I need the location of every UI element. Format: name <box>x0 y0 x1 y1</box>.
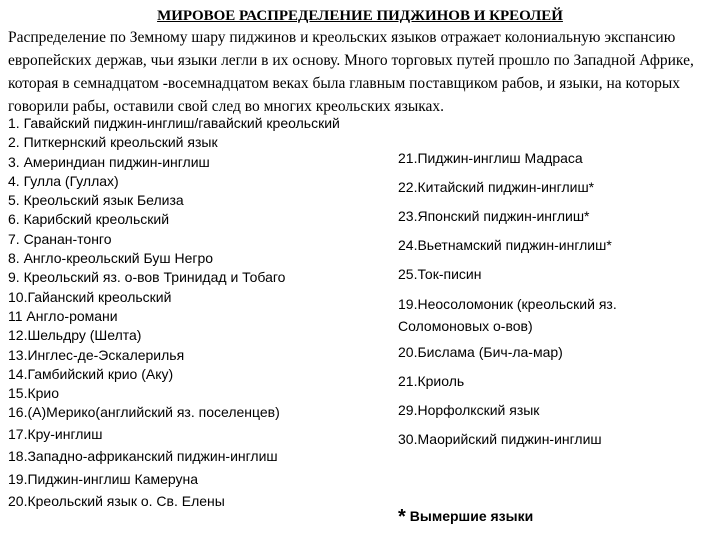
list-item: 15.Крио <box>8 385 60 402</box>
list-item: 21.Криоль <box>398 373 465 389</box>
list-item: 8. Англо-креольский Буш Негро <box>8 250 214 267</box>
language-list-left <box>8 114 398 513</box>
footnote <box>398 506 533 527</box>
list-item: 20.Бислама (Бич-ла-мар) <box>398 344 563 360</box>
list-item: 2. Питкернский креольский язык <box>8 134 218 151</box>
list-item: 18.Западно-африканский пиджин-инглиш <box>8 448 278 465</box>
list-item: 21.Пиджин-инглиш Мадраса <box>398 150 583 166</box>
list-item: 3. Америндиан пиджин-инглиш <box>8 153 210 170</box>
list-item: 24.Вьетнамский пиджин-инглиш* <box>398 237 612 253</box>
list-item: 13.Инглес-де-Эскалерилья <box>8 346 185 363</box>
list-item: 22.Китайский пиджин-инглиш* <box>398 179 595 195</box>
language-list-right <box>398 148 698 458</box>
footnote-asterisk: * <box>398 506 406 528</box>
list-item: 30.Маорийский пиджин-инглиш <box>398 431 602 447</box>
list-item: 9. Креольский яз. о-вов Тринидад и Тобаго <box>8 269 286 286</box>
list-item: 20.Креольский язык о. Св. Елены <box>8 493 225 510</box>
list-item: 11 Англо-романи <box>8 307 118 324</box>
footnote-text: Вымершие языки <box>409 508 534 524</box>
list-item: 16.(А)Мерико(английский яз. поселенцев) <box>8 404 280 421</box>
page-title: МИРОВОЕ РАСПРЕДЕЛЕНИЕ ПИДЖИНОВ И КРЕОЛЕЙ <box>157 8 563 24</box>
list-item: 23.Японский пиджин-инглиш* <box>398 208 590 224</box>
intro-paragraph: Распределение по Земному шару пиджинов и креольских языков отражает колониальную экспансию европейских держав, чьи языки легли в их основу. Много торговых путей прошло по Западной Африке, которая в семнадцатом -восемнадцатом веках была главным поставщиком рабов, и языки, на которых говорили рабы, оставили свой след во многих креольских языках. <box>8 29 694 115</box>
list-item: 19.Пиджин-инглиш Камеруна <box>8 470 199 487</box>
list-item: 7. Сранан-тонго <box>8 230 112 247</box>
list-item: 12.Шельдру (Шелта) <box>8 327 142 344</box>
list-item: 10.Гайанский креольский <box>8 288 172 305</box>
list-item: 14.Гамбийский крио (Аку) <box>8 365 174 382</box>
list-item: 29.Норфолкский язык <box>398 402 540 418</box>
list-item: 1. Гавайский пиджин-инглиш/гавайский креольский <box>8 115 340 131</box>
list-item: 25.Ток-писин <box>398 266 482 282</box>
list-item: 4. Гулла (Гуллах) <box>8 172 119 189</box>
list-item: 17.Кру-инглиш <box>8 425 103 442</box>
list-item: 5. Креольский язык Белиза <box>8 192 184 209</box>
list-item: 19.Неосоломоник (креольский яз. Соломоновых о-вов) <box>398 296 617 334</box>
list-item: 6. Карибский креольский <box>8 211 170 228</box>
